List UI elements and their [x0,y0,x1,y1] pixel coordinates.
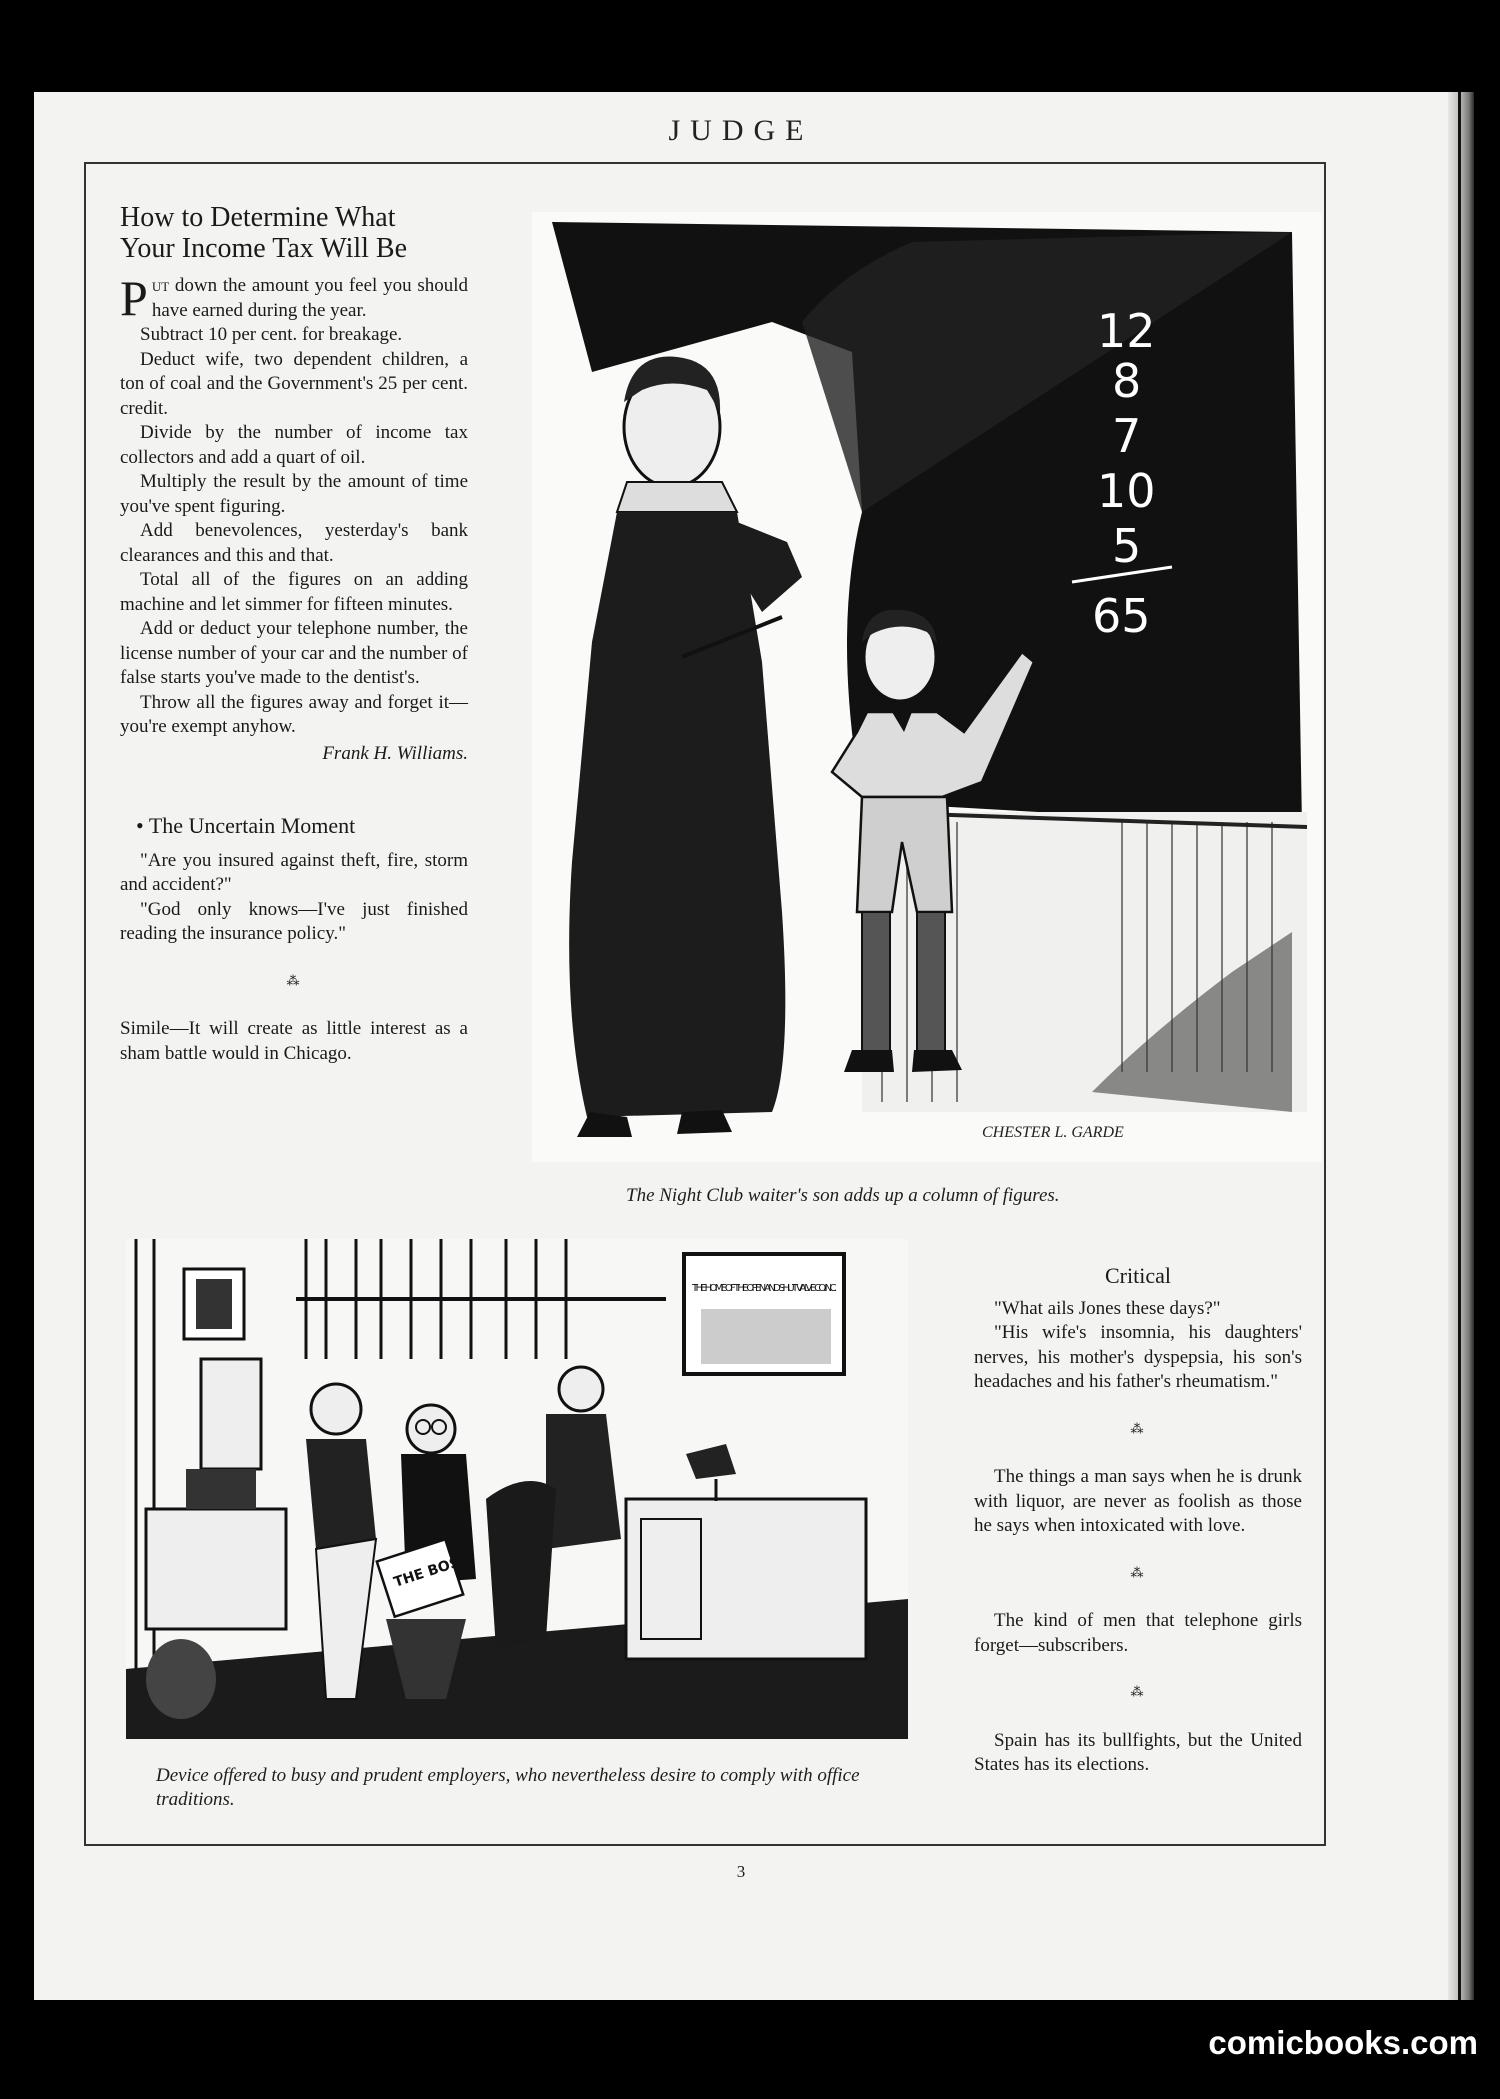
content-frame [84,162,1326,1846]
magazine-page [34,92,1474,2000]
income-tax-para-6: Add benevolences, yesterday's bank clearances and this and that. [120,520,468,566]
income-tax-para-1: Put down the amount you feel you should have earned during the year. [120,270,469,326]
site-watermark: comicbooks.com [1208,2024,1478,2061]
section-separator: ⁂ [1130,1564,1146,1580]
left-column [120,202,468,1066]
page-number: 3 [736,1862,746,1881]
masthead: JUDGE [668,114,814,147]
income-tax-para-4: Divide by the number of income tax collectors and add a quart of oil. [120,422,468,468]
income-tax-author: Frank H. Williams. [322,742,468,764]
right-column [974,1264,1302,1778]
blackboard-illustration [532,212,1322,1162]
chalk-number-3: 7 [1112,409,1142,463]
income-tax-para-3: Deduct wife, two dependent children, a ton of coal and the Government's 25 per cent. credit. [120,348,468,419]
chalk-number-5: 5 [1112,519,1142,573]
section-separator: ⁂ [1130,1684,1146,1699]
critical-para-1: "What ails Jones these days?" [994,1297,1221,1319]
simile-text: Simile—It will create as little interest as a sham battle would in Chicago. [120,1018,468,1064]
spain-joke: Spain has its bullfights, but the United States has its elections. [974,1729,1302,1775]
blackboard-cartoon [532,212,1322,1162]
critical-title: Critical [1105,1263,1171,1288]
section-separator: ⁂ [286,972,302,988]
chalk-total: 65 [1092,589,1151,643]
chalk-number-1: 12 [1097,304,1156,358]
telephone-joke: The kind of men that telephone girls forget—subscribers. [974,1610,1302,1656]
uncertain-moment-para-2: "God only knows—I've just finished reading the insurance policy." [120,898,468,944]
framed-sign: THE HOME OF THE OPEN AND SHUT VALVE CO. INC. [692,1283,837,1294]
blackboard-cartoon-caption: The Night Club waiter's son adds up a column of figures. [626,1185,1060,1206]
income-tax-para-8: Add or deduct your telephone number, the license number of your car and the number of false starts you've made to the dentist's. [120,618,468,688]
boss-sign: THE BOSS [391,1551,471,1591]
office-cartoon [126,1239,908,1739]
chalk-numbers [1092,304,1156,643]
income-tax-para-7: Total all of the figures on an adding machine and let simmer for fifteen minutes. [120,569,468,615]
critical-para-2: "His wife's insomnia, his daughters' nerves, his mother's dyspepsia, his son's headaches and his father's rheumatism." [974,1322,1302,1392]
chalk-number-4: 10 [1097,464,1156,518]
uncertain-moment-para-1: "Are you insured against theft, fire, storm and accident?" [120,849,468,895]
uncertain-moment-title: • The Uncertain Moment [136,813,356,838]
book-spine [1448,92,1474,2000]
office-cartoon-caption: Device offered to busy and prudent employers, who nevertheless desire to comply with office traditions. [156,1765,860,1810]
income-tax-title: How to Determine What Your Income Tax Will Be [120,202,408,264]
artist-signature: CHESTER L. GARDE [982,1124,1124,1141]
liquor-joke: The things a man says when he is drunk with liquor, are never as foolish as those he says when intoxicated with love. [974,1466,1302,1536]
income-tax-para-9: Throw all the figures away and forget it—you're exempt anyhow. [120,691,468,737]
office-illustration [126,1239,908,1739]
income-tax-para-2: Subtract 10 per cent. for breakage. [140,324,403,345]
scan-corner [0,0,34,92]
section-separator: ⁂ [1130,1420,1146,1436]
chalk-number-2: 8 [1112,354,1142,408]
income-tax-para-5: Multiply the result by the amount of time you've spent figuring. [120,471,468,517]
